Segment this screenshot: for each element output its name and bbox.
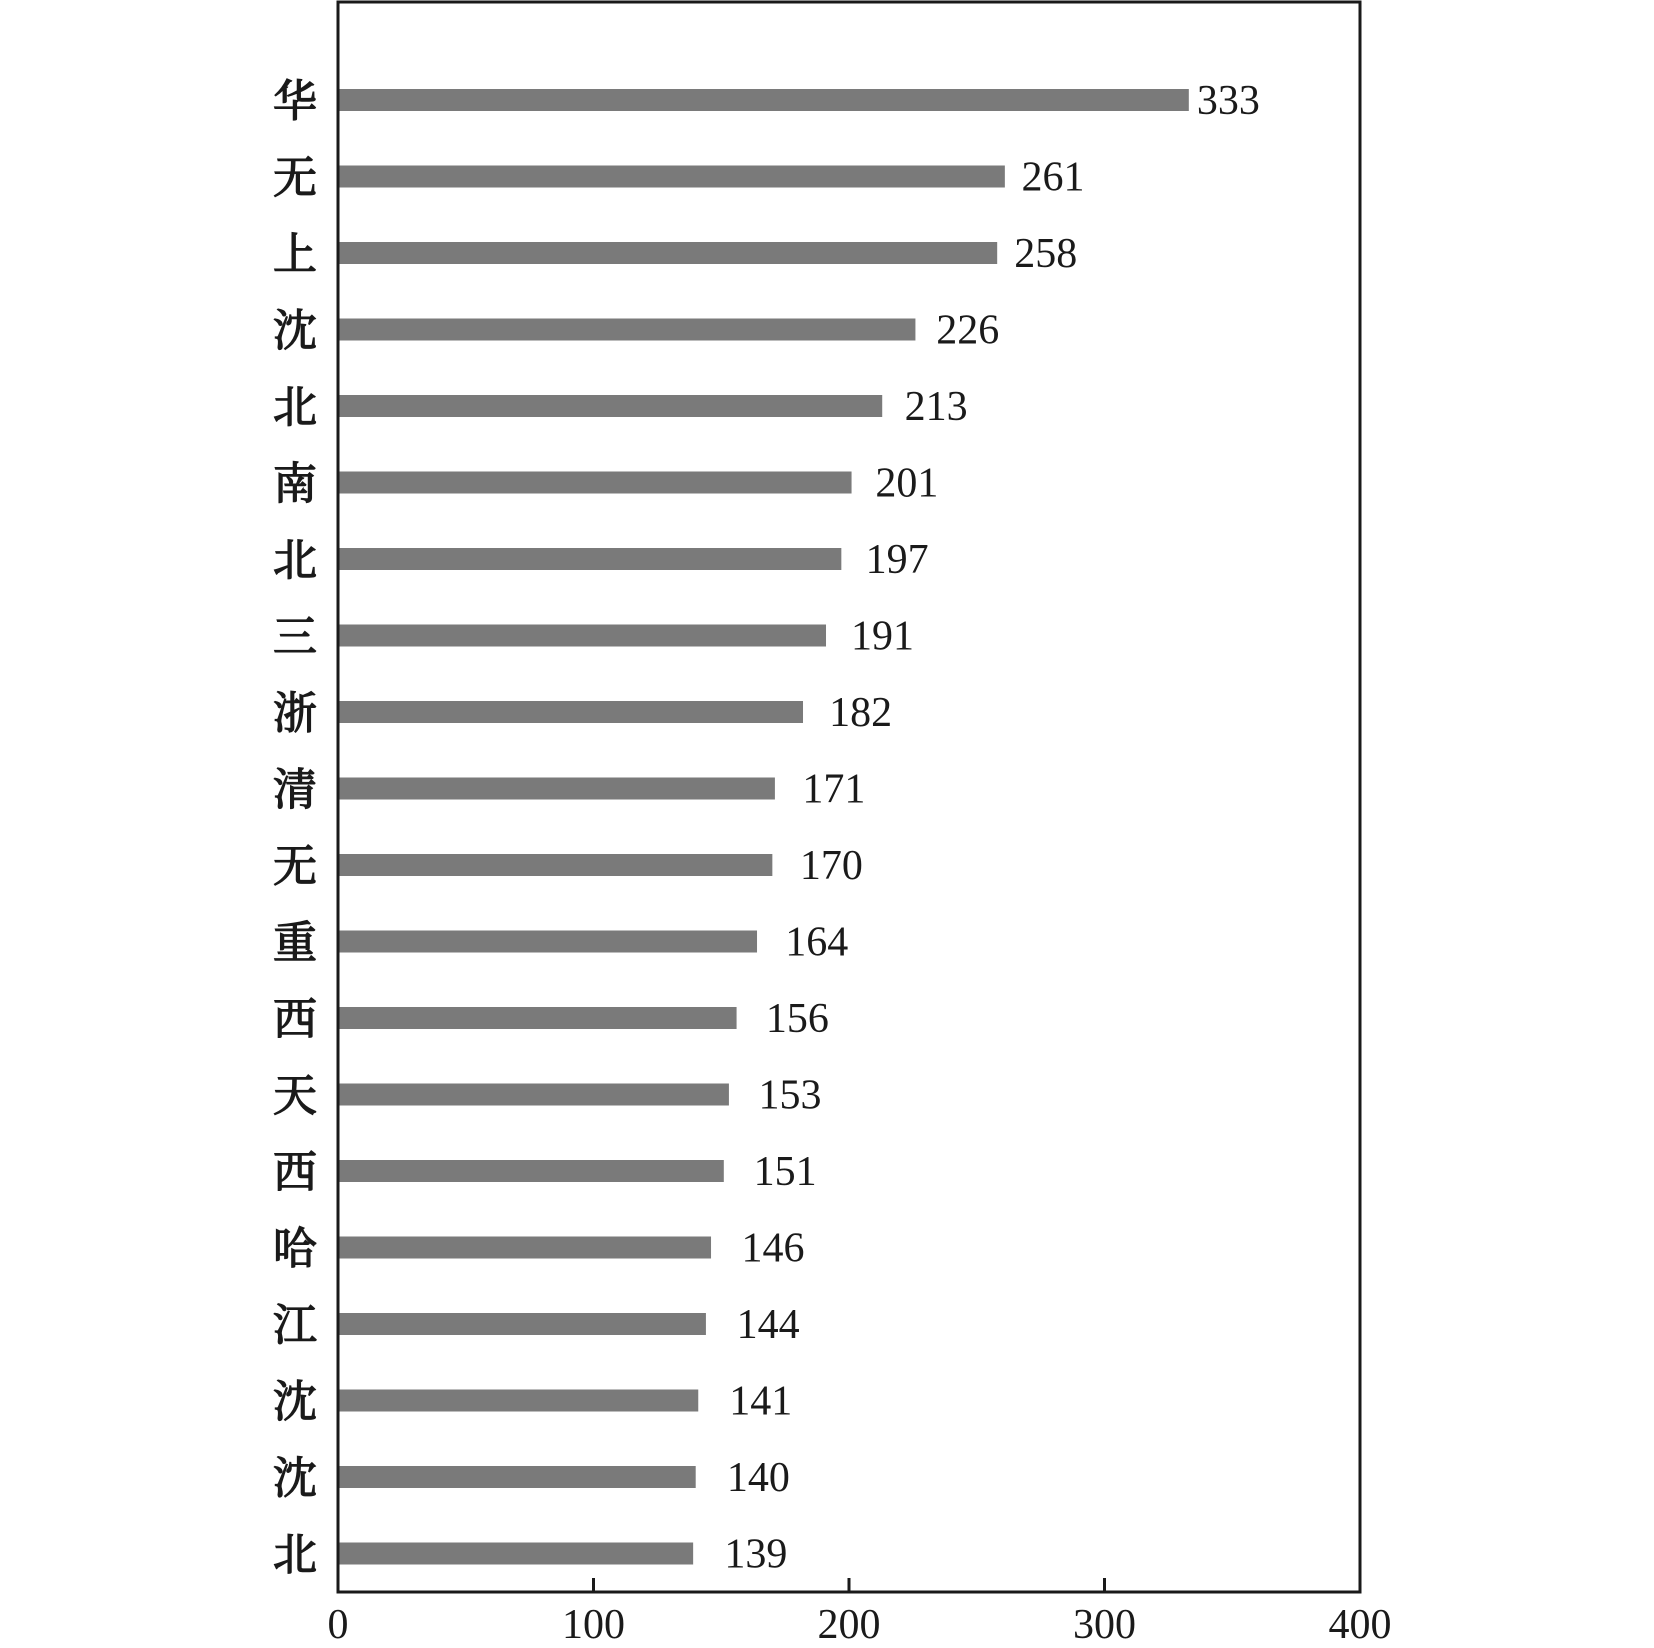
bar xyxy=(338,854,772,876)
x-tick-label: 400 xyxy=(1328,1602,1392,1648)
bar xyxy=(338,1007,737,1029)
bar-value-label: 156 xyxy=(765,996,829,1042)
category-label: 北 xyxy=(273,1529,317,1581)
bar-value-label: 153 xyxy=(758,1072,822,1119)
category-label: 南 xyxy=(273,458,317,510)
bar xyxy=(338,472,852,494)
bar-value-label: 213 xyxy=(904,384,968,430)
x-axis-tick-labels xyxy=(328,1602,1392,1648)
category-label: 西 xyxy=(273,994,317,1045)
bar-value-label: 170 xyxy=(799,843,863,889)
category-label: 华 xyxy=(273,76,317,127)
category-label: 三 xyxy=(273,611,317,663)
category-labels-group xyxy=(273,76,317,1581)
bar-value-label: 146 xyxy=(741,1225,805,1272)
bar xyxy=(338,625,826,647)
category-label: 江 xyxy=(273,1300,317,1351)
category-label: 沈 xyxy=(273,1453,317,1504)
category-label: 无 xyxy=(273,152,317,204)
bar xyxy=(338,1313,706,1335)
category-label: 北 xyxy=(273,382,317,433)
bar-value-label: 197 xyxy=(865,537,929,583)
bar-value-label: 226 xyxy=(936,307,1000,354)
bar-value-label: 164 xyxy=(785,919,849,966)
value-labels-group xyxy=(724,78,1259,1578)
bar-value-label: 261 xyxy=(1021,154,1085,201)
bar xyxy=(338,89,1189,111)
category-label: 清 xyxy=(273,764,317,816)
bar-value-label: 258 xyxy=(1014,231,1078,277)
category-label: 哈 xyxy=(273,1223,317,1275)
bar xyxy=(338,319,915,341)
bar xyxy=(338,701,803,723)
bar xyxy=(338,1390,698,1412)
x-axis-ticks xyxy=(338,1578,1360,1592)
bar-value-label: 182 xyxy=(829,690,893,736)
bar-value-label: 191 xyxy=(851,613,915,660)
bar xyxy=(338,395,882,417)
category-label: 浙 xyxy=(273,688,317,739)
bar xyxy=(338,778,775,800)
category-label: 西 xyxy=(273,1147,317,1198)
category-label: 无 xyxy=(273,841,317,892)
bar xyxy=(338,1084,729,1106)
x-tick-label: 300 xyxy=(1073,1602,1136,1648)
bar-value-label: 141 xyxy=(729,1378,793,1425)
bar-value-label: 140 xyxy=(726,1455,790,1501)
bar-value-label: 171 xyxy=(802,766,866,813)
category-label: 北 xyxy=(273,535,317,586)
category-label: 上 xyxy=(273,229,317,280)
bar-value-label: 139 xyxy=(724,1531,788,1578)
x-tick-label: 0 xyxy=(327,1602,349,1648)
bar-value-label: 333 xyxy=(1196,78,1260,124)
bar xyxy=(338,166,1005,188)
bar xyxy=(338,931,757,953)
bar xyxy=(338,242,997,264)
category-label: 沈 xyxy=(273,1376,317,1428)
bar-value-label: 151 xyxy=(753,1149,817,1195)
x-tick-label: 100 xyxy=(562,1602,625,1648)
x-tick-label: 200 xyxy=(817,1602,881,1648)
bar-value-label: 144 xyxy=(736,1302,800,1348)
bar xyxy=(338,1466,696,1488)
category-label: 天 xyxy=(273,1070,317,1122)
category-label: 沈 xyxy=(273,305,317,357)
category-label: 重 xyxy=(273,917,317,969)
bar xyxy=(338,548,841,570)
bar xyxy=(338,1160,724,1182)
bar xyxy=(338,1543,693,1565)
bar-value-label: 201 xyxy=(875,460,939,507)
bar xyxy=(338,1237,711,1259)
